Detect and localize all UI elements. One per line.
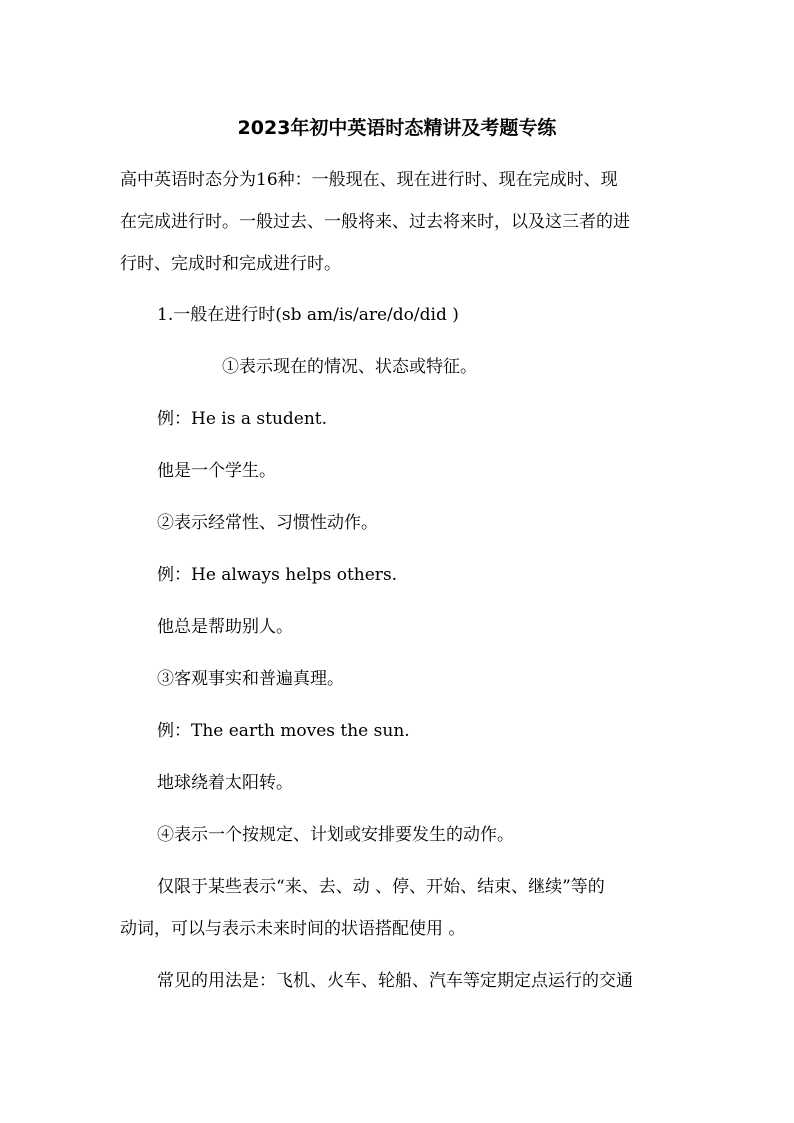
note-line-1: 仅限于某些表示“来、去、动 、停、开始、结束、继续”等的 (157, 877, 605, 897)
example-2: 例：He always helps others. (157, 565, 398, 585)
point-3: ③客观事实和普遍真理。 (157, 669, 344, 689)
example-3: 例：The earth moves the sun. (157, 721, 410, 741)
intro-line-1: 高中英语时态分为16种：一般现在、现在进行时、现在完成时、现 (120, 170, 618, 190)
point-2: ②表示经常性、习惯性动作。 (157, 513, 378, 533)
translation-2: 他总是帮助别人。 (157, 617, 293, 637)
translation-1: 他是一个学生。 (157, 461, 276, 481)
intro-line-3: 行时、完成时和完成进行时。 (120, 254, 341, 274)
translation-3: 地球绕着太阳转。 (157, 773, 293, 793)
point-4: ④表示一个按规定、计划或安排要发生的动作。 (157, 825, 514, 845)
intro-line-2: 在完成进行时。一般过去、一般将来、过去将来时，以及这三者的进 (120, 212, 630, 232)
point-1: ①表示现在的情况、状态或特征。 (222, 357, 477, 377)
example-1: 例：He is a student. (157, 409, 328, 429)
section-heading: 1.一般在进行时(sb am/is/are/do/did ) (157, 305, 459, 325)
note-line-2: 动词，可以与表示未来时间的状语搭配使用 。 (120, 919, 466, 939)
usage-line: 常见的用法是：飞机、火车、轮船、汽车等定期定点运行的交通 (157, 971, 633, 991)
page-title: 2023年初中英语时态精讲及考题专练 (237, 117, 557, 139)
